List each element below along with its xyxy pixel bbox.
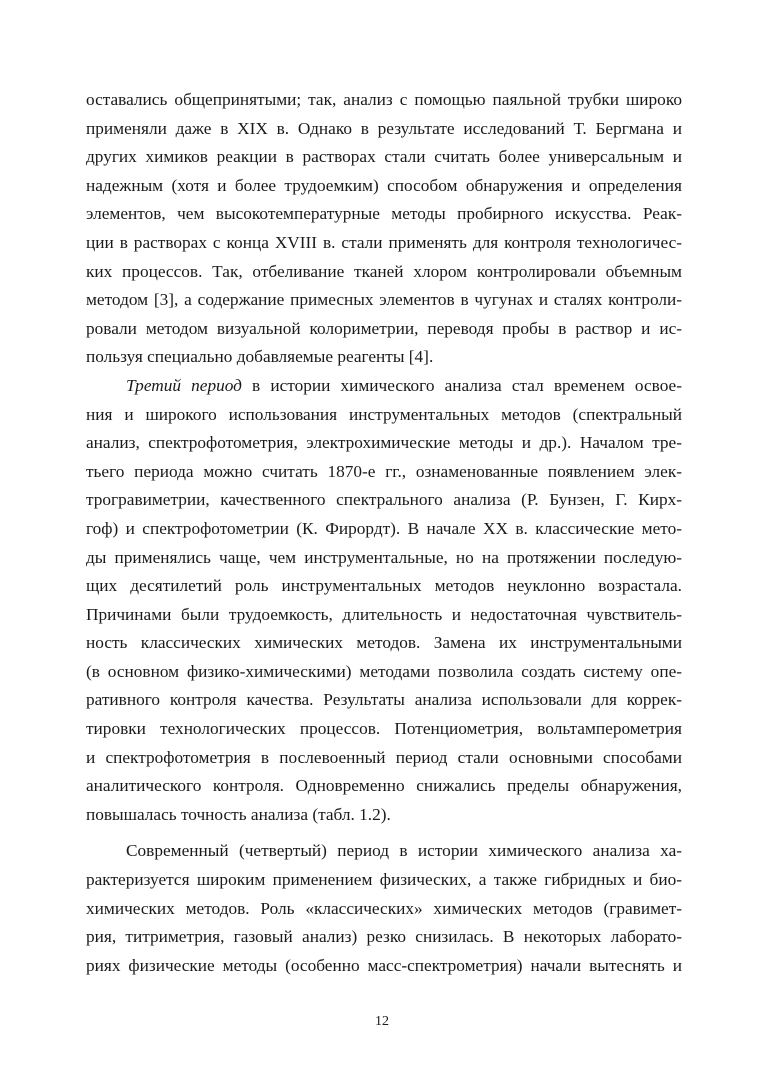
paragraph-gap bbox=[86, 829, 682, 837]
page-number: 12 bbox=[375, 1014, 389, 1029]
text-line: гоф) и спектрофотометрии (К. Фирордт). В начале XX в. классические мето- bbox=[86, 518, 682, 538]
text-line: и спектрофотометрия в послевоенный период стали основными способами bbox=[86, 747, 682, 767]
text-line: надежным (хотя и более трудоемким) способом обнаружения и определения bbox=[86, 175, 682, 195]
text-line: ративного контроля качества. Результаты анализа использовали для коррек- bbox=[86, 690, 682, 710]
text-line: ность классических химических методов. Замена их инструментальными bbox=[86, 633, 682, 653]
text-line: трогравиметрии, качественного спектрального анализа (Р. Бунзен, Г. Кирх- bbox=[86, 490, 682, 510]
text-line: химических методов. Роль «классических» химических методов (гравимет- bbox=[86, 898, 682, 918]
italic-term: Третий период bbox=[126, 375, 242, 395]
text-line-first bbox=[86, 372, 682, 401]
text-line: рия, титриметрия, газовый анализ) резко снизилась. В некоторых лаборато- bbox=[86, 927, 682, 947]
text-line: элементов, чем высокотемпературные методы пробирного искусства. Реак- bbox=[86, 204, 682, 224]
text-line: тьего периода можно считать 1870-е гг., ознаменованные появлением элек- bbox=[86, 461, 682, 481]
text-line: методом [3], а содержание примесных элементов в чугунах и сталях контроли- bbox=[86, 290, 682, 310]
body-text bbox=[86, 86, 682, 980]
text-line: тировки технологических процессов. Потенциометрия, вольтамперометрия bbox=[86, 719, 682, 739]
text-line: оставались общепринятыми; так, анализ с помощью паяльной трубки широко bbox=[86, 90, 682, 109]
text-line: применяли даже в XIX в. Однако в результате исследований Т. Бергмана и bbox=[86, 118, 682, 138]
text-line: Современный (четвертый) период в истории химического анализа ха- bbox=[126, 841, 682, 861]
text-line: ровали методом визуальной колориметрии, переводя пробы в раствор и ис- bbox=[86, 318, 682, 338]
text-line: анализ, спектрофотометрия, электрохимические методы и др.). Началом тре- bbox=[86, 433, 682, 453]
text-line: щих десятилетий роль инструментальных методов неуклонно возрастала. bbox=[86, 576, 682, 596]
text-line: (в основном физико-химическими) методами позволила создать систему опе- bbox=[86, 661, 682, 681]
text-line: риях физические методы (особенно масс-спектрометрия) начали вытеснять и bbox=[86, 955, 682, 975]
text-line: рактеризуется широким применением физических, а также гибридных и био- bbox=[86, 870, 682, 890]
text-run: в истории химического анализа стал временем освое- bbox=[241, 375, 682, 395]
text-line: повышалась точность анализа (табл. 1.2). bbox=[86, 804, 391, 824]
text-line: ды применялись чаще, чем инструментальные, но на протяжении последую- bbox=[86, 547, 682, 567]
text-line: Причинами были трудоемкость, длительность и недостаточная чувствитель- bbox=[86, 604, 682, 624]
text-line: ния и широкого использования инструментальных методов (спектральный bbox=[86, 404, 682, 424]
paragraph-3 bbox=[86, 837, 682, 980]
paragraph-1 bbox=[86, 86, 682, 372]
text-line: других химиков реакции в растворах стали считать более универсальным и bbox=[86, 147, 682, 167]
text-line: ции в растворах с конца XVIII в. стали применять для контроля технологичес- bbox=[86, 232, 682, 252]
paragraph-2 bbox=[86, 372, 682, 830]
text-line: пользуя специально добавляемые реагенты [4]. bbox=[86, 347, 434, 367]
text-line: аналитического контроля. Одновременно снижались пределы обнаружения, bbox=[86, 776, 682, 796]
text-line: ких процессов. Так, отбеливание тканей хлором контролировали объемным bbox=[86, 261, 682, 281]
